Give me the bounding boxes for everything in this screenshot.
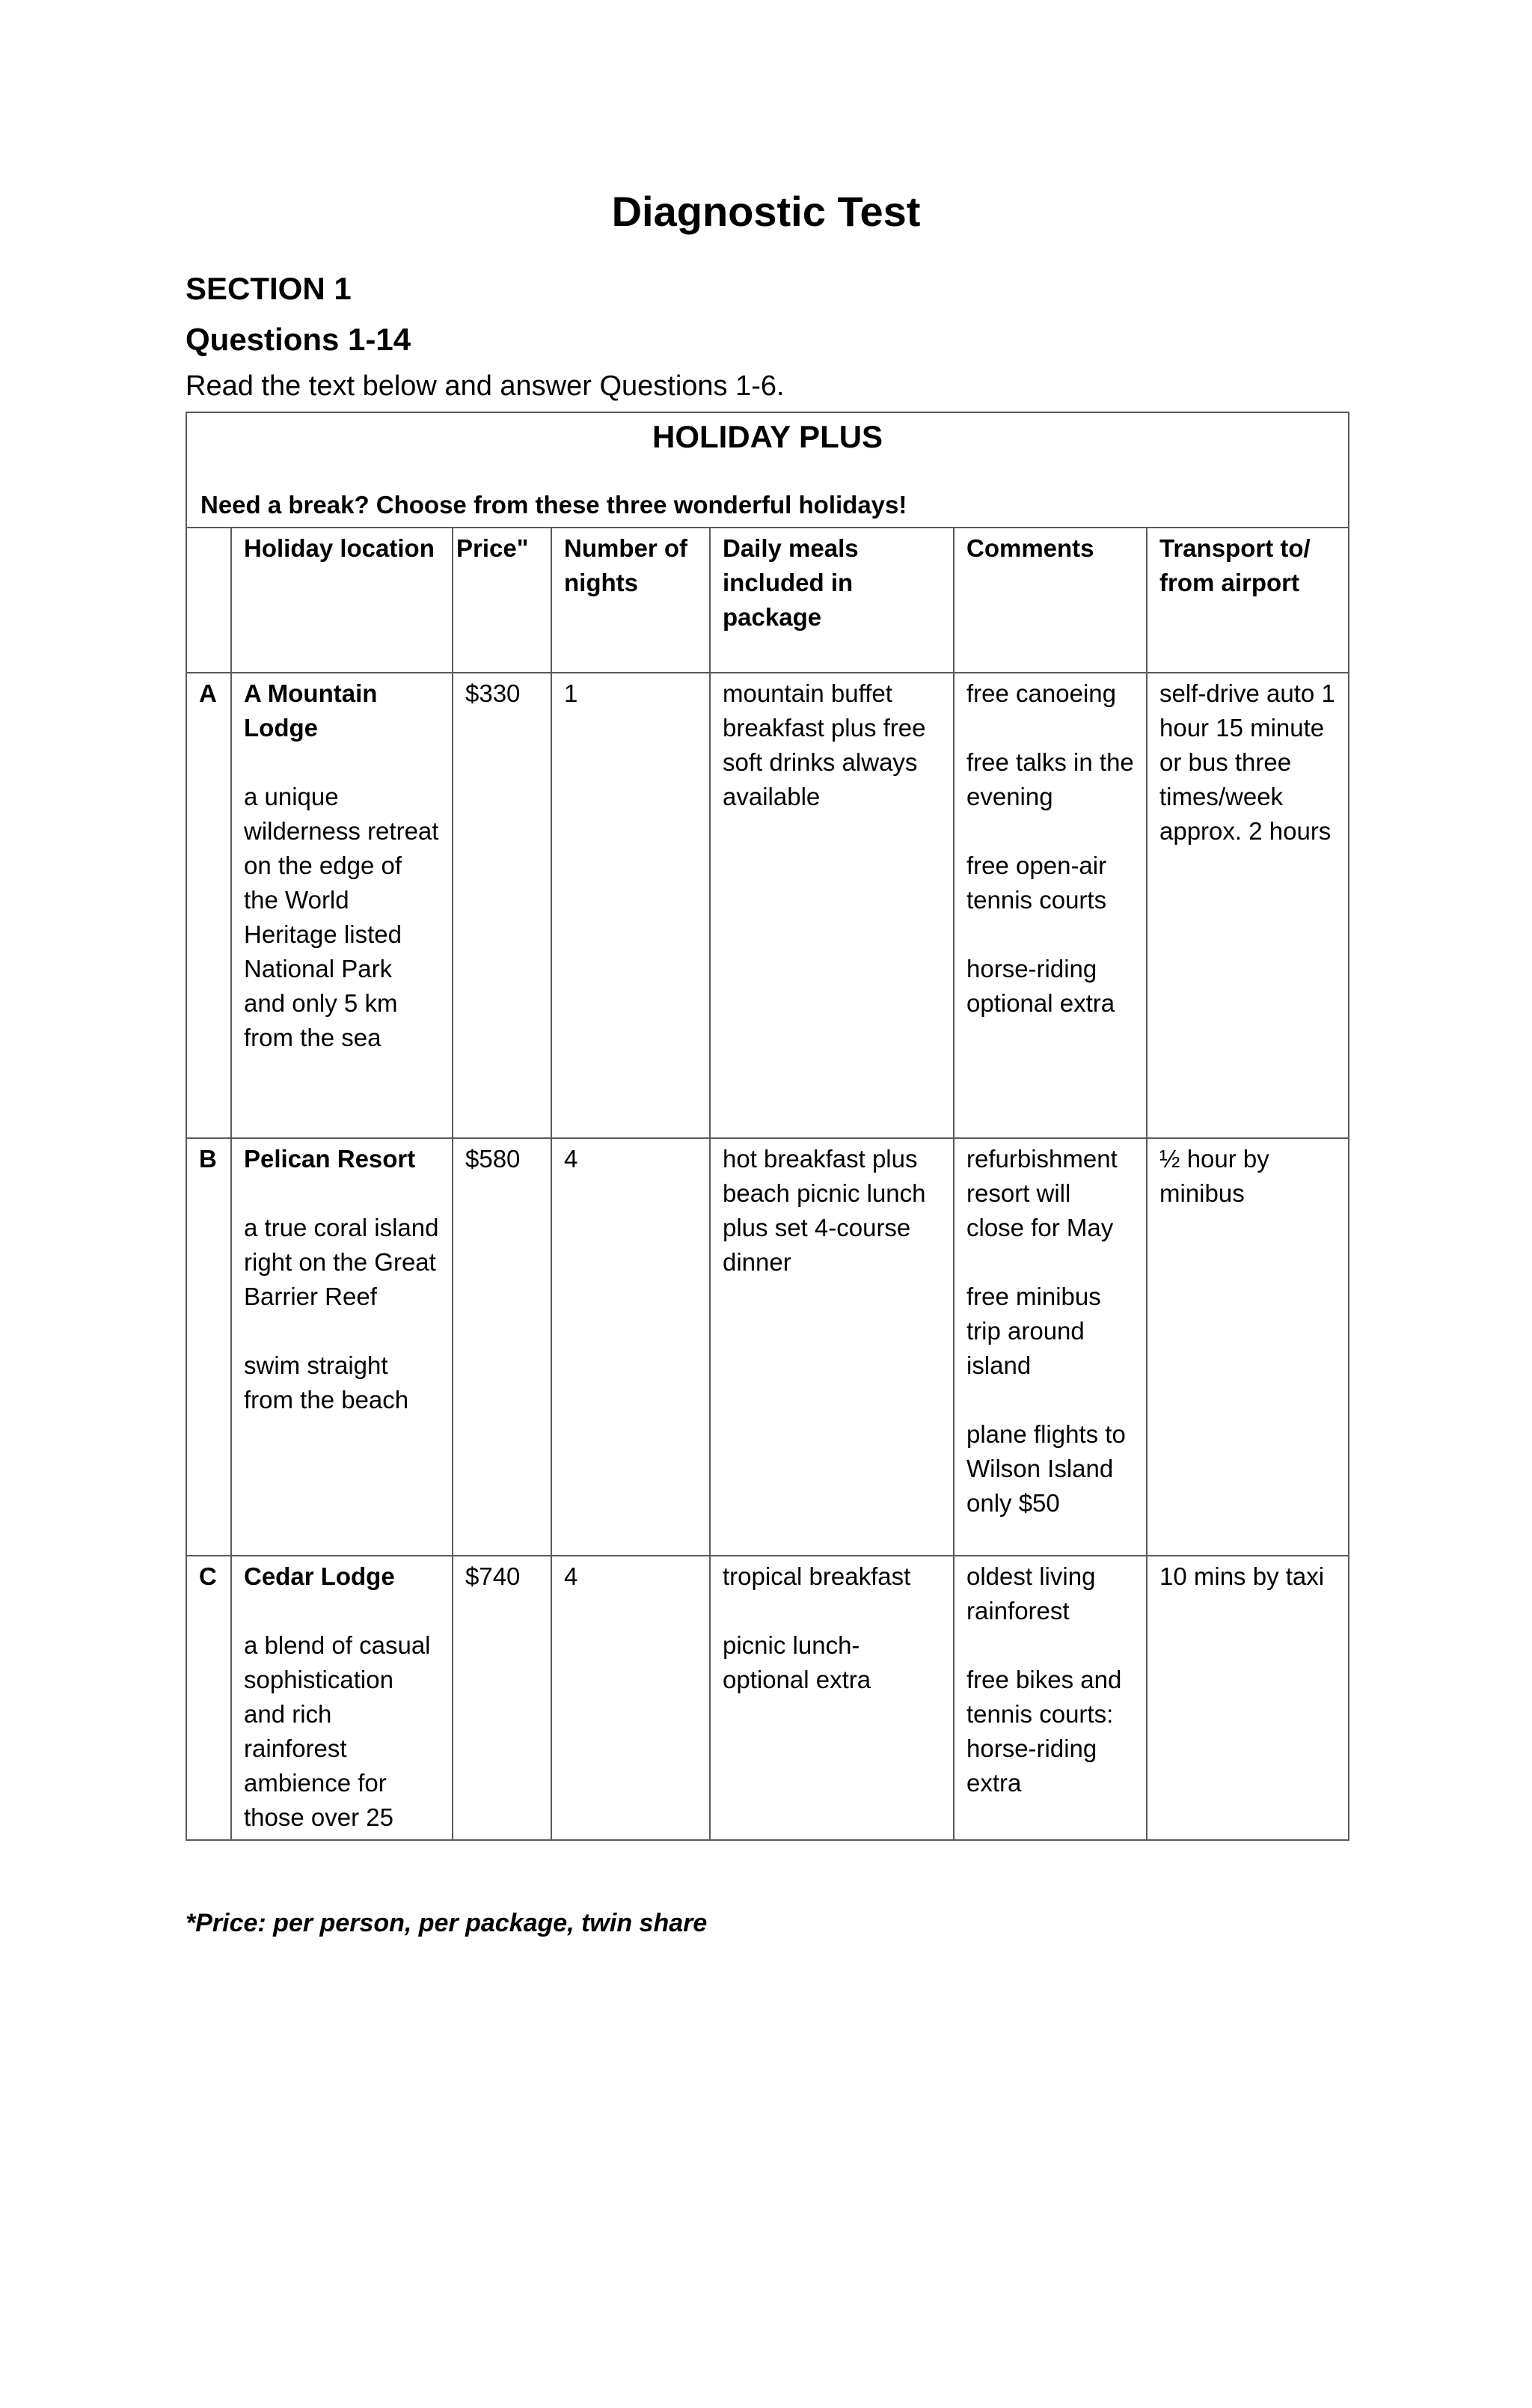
- location-description: swim straight from the beach: [244, 1351, 409, 1414]
- header-price: Price": [453, 528, 551, 673]
- comment-text: free canoeing: [966, 679, 1116, 707]
- holiday-table: [186, 412, 1349, 1841]
- meals-text: mountain buffet breakfast plus free soft drinks always available: [723, 679, 926, 810]
- comment-text: refurbishment resort will close for May: [966, 1145, 1118, 1241]
- transport-text: ½ hour by minibus: [1159, 1145, 1269, 1207]
- table-row: [186, 1138, 1349, 1556]
- table-header-row: [186, 528, 1349, 673]
- nights-cell: 4: [551, 1138, 710, 1556]
- header-comments: Comments: [954, 528, 1147, 673]
- table-banner-row: [186, 412, 1349, 528]
- location-name: Cedar Lodge: [244, 1562, 395, 1590]
- nights-cell: 1: [551, 673, 710, 1138]
- transport-text: self-drive auto 1 hour 15 minute or bus three times/week approx. 2 hours: [1159, 679, 1335, 845]
- comments-cell: [954, 673, 1147, 1138]
- comments-cell: [954, 1138, 1147, 1556]
- header-transport: Transport to/ from airport: [1147, 528, 1349, 673]
- location-name: A Mountain Lodge: [244, 679, 378, 742]
- transport-cell: [1147, 1138, 1349, 1556]
- meals-cell: [710, 673, 954, 1138]
- table-title: HOLIDAY PLUS: [652, 419, 883, 454]
- location-cell: [231, 673, 453, 1138]
- row-letter: A: [186, 673, 231, 1138]
- comment-text: free bikes and tennis courts: horse-riding extra: [966, 1666, 1122, 1797]
- meals-text: picnic lunch- optional extra: [723, 1631, 871, 1693]
- questions-heading: Questions 1-14: [186, 322, 411, 357]
- comment-text: free talks in the evening: [966, 748, 1134, 810]
- table-banner: [186, 412, 1349, 528]
- location-cell: [231, 1556, 453, 1840]
- nights-cell: 4: [551, 1556, 710, 1840]
- price-footnote: *Price: per person, per package, twin share: [186, 1909, 708, 1937]
- transport-cell: [1147, 1556, 1349, 1840]
- header-nights: Number of nights: [551, 528, 710, 673]
- header-location: Holiday location: [231, 528, 453, 673]
- table-tagline: Need a break? Choose from these three wonderful holidays!: [200, 491, 907, 519]
- meals-cell: [710, 1556, 954, 1840]
- comment-text: plane flights to Wilson Island only $50: [966, 1420, 1126, 1517]
- location-cell: [231, 1138, 453, 1556]
- row-letter: C: [186, 1556, 231, 1840]
- section-heading: SECTION 1: [186, 271, 352, 306]
- price-cell: $580: [453, 1138, 551, 1556]
- comment-text: free open-air tennis courts: [966, 852, 1107, 914]
- price-cell: $740: [453, 1556, 551, 1840]
- comment-text: free minibus trip around island: [966, 1283, 1101, 1379]
- row-letter: B: [186, 1138, 231, 1556]
- transport-text: 10 mins by taxi: [1159, 1562, 1325, 1590]
- location-description: a true coral island right on the Great Barrier Reef: [244, 1214, 439, 1310]
- price-cell: $330: [453, 673, 551, 1138]
- page-title: Diagnostic Test: [611, 188, 921, 235]
- location-description: a blend of casual sophistication and rich rainforest ambience for those over 25: [244, 1631, 431, 1831]
- table-row: [186, 1556, 1349, 1840]
- header-letter: [186, 528, 231, 673]
- location-description: a unique wilderness retreat on the edge of the World Heritage listed National Park and only 5 km from the sea: [244, 783, 439, 1051]
- meals-text: hot breakfast plus beach picnic lunch plus set 4-course dinner: [723, 1145, 926, 1276]
- meals-text: tropical breakfast: [723, 1562, 911, 1590]
- meals-cell: [710, 1138, 954, 1556]
- intro-text: Read the text below and answer Questions 1-6.: [186, 370, 785, 402]
- header-meals: Daily meals included in package: [710, 528, 954, 673]
- comment-text: horse-riding optional extra: [966, 955, 1115, 1017]
- location-name: Pelican Resort: [244, 1145, 416, 1173]
- transport-cell: [1147, 673, 1349, 1138]
- comment-text: oldest living rainforest: [966, 1562, 1096, 1625]
- comments-cell: [954, 1556, 1147, 1840]
- table-row: [186, 673, 1349, 1138]
